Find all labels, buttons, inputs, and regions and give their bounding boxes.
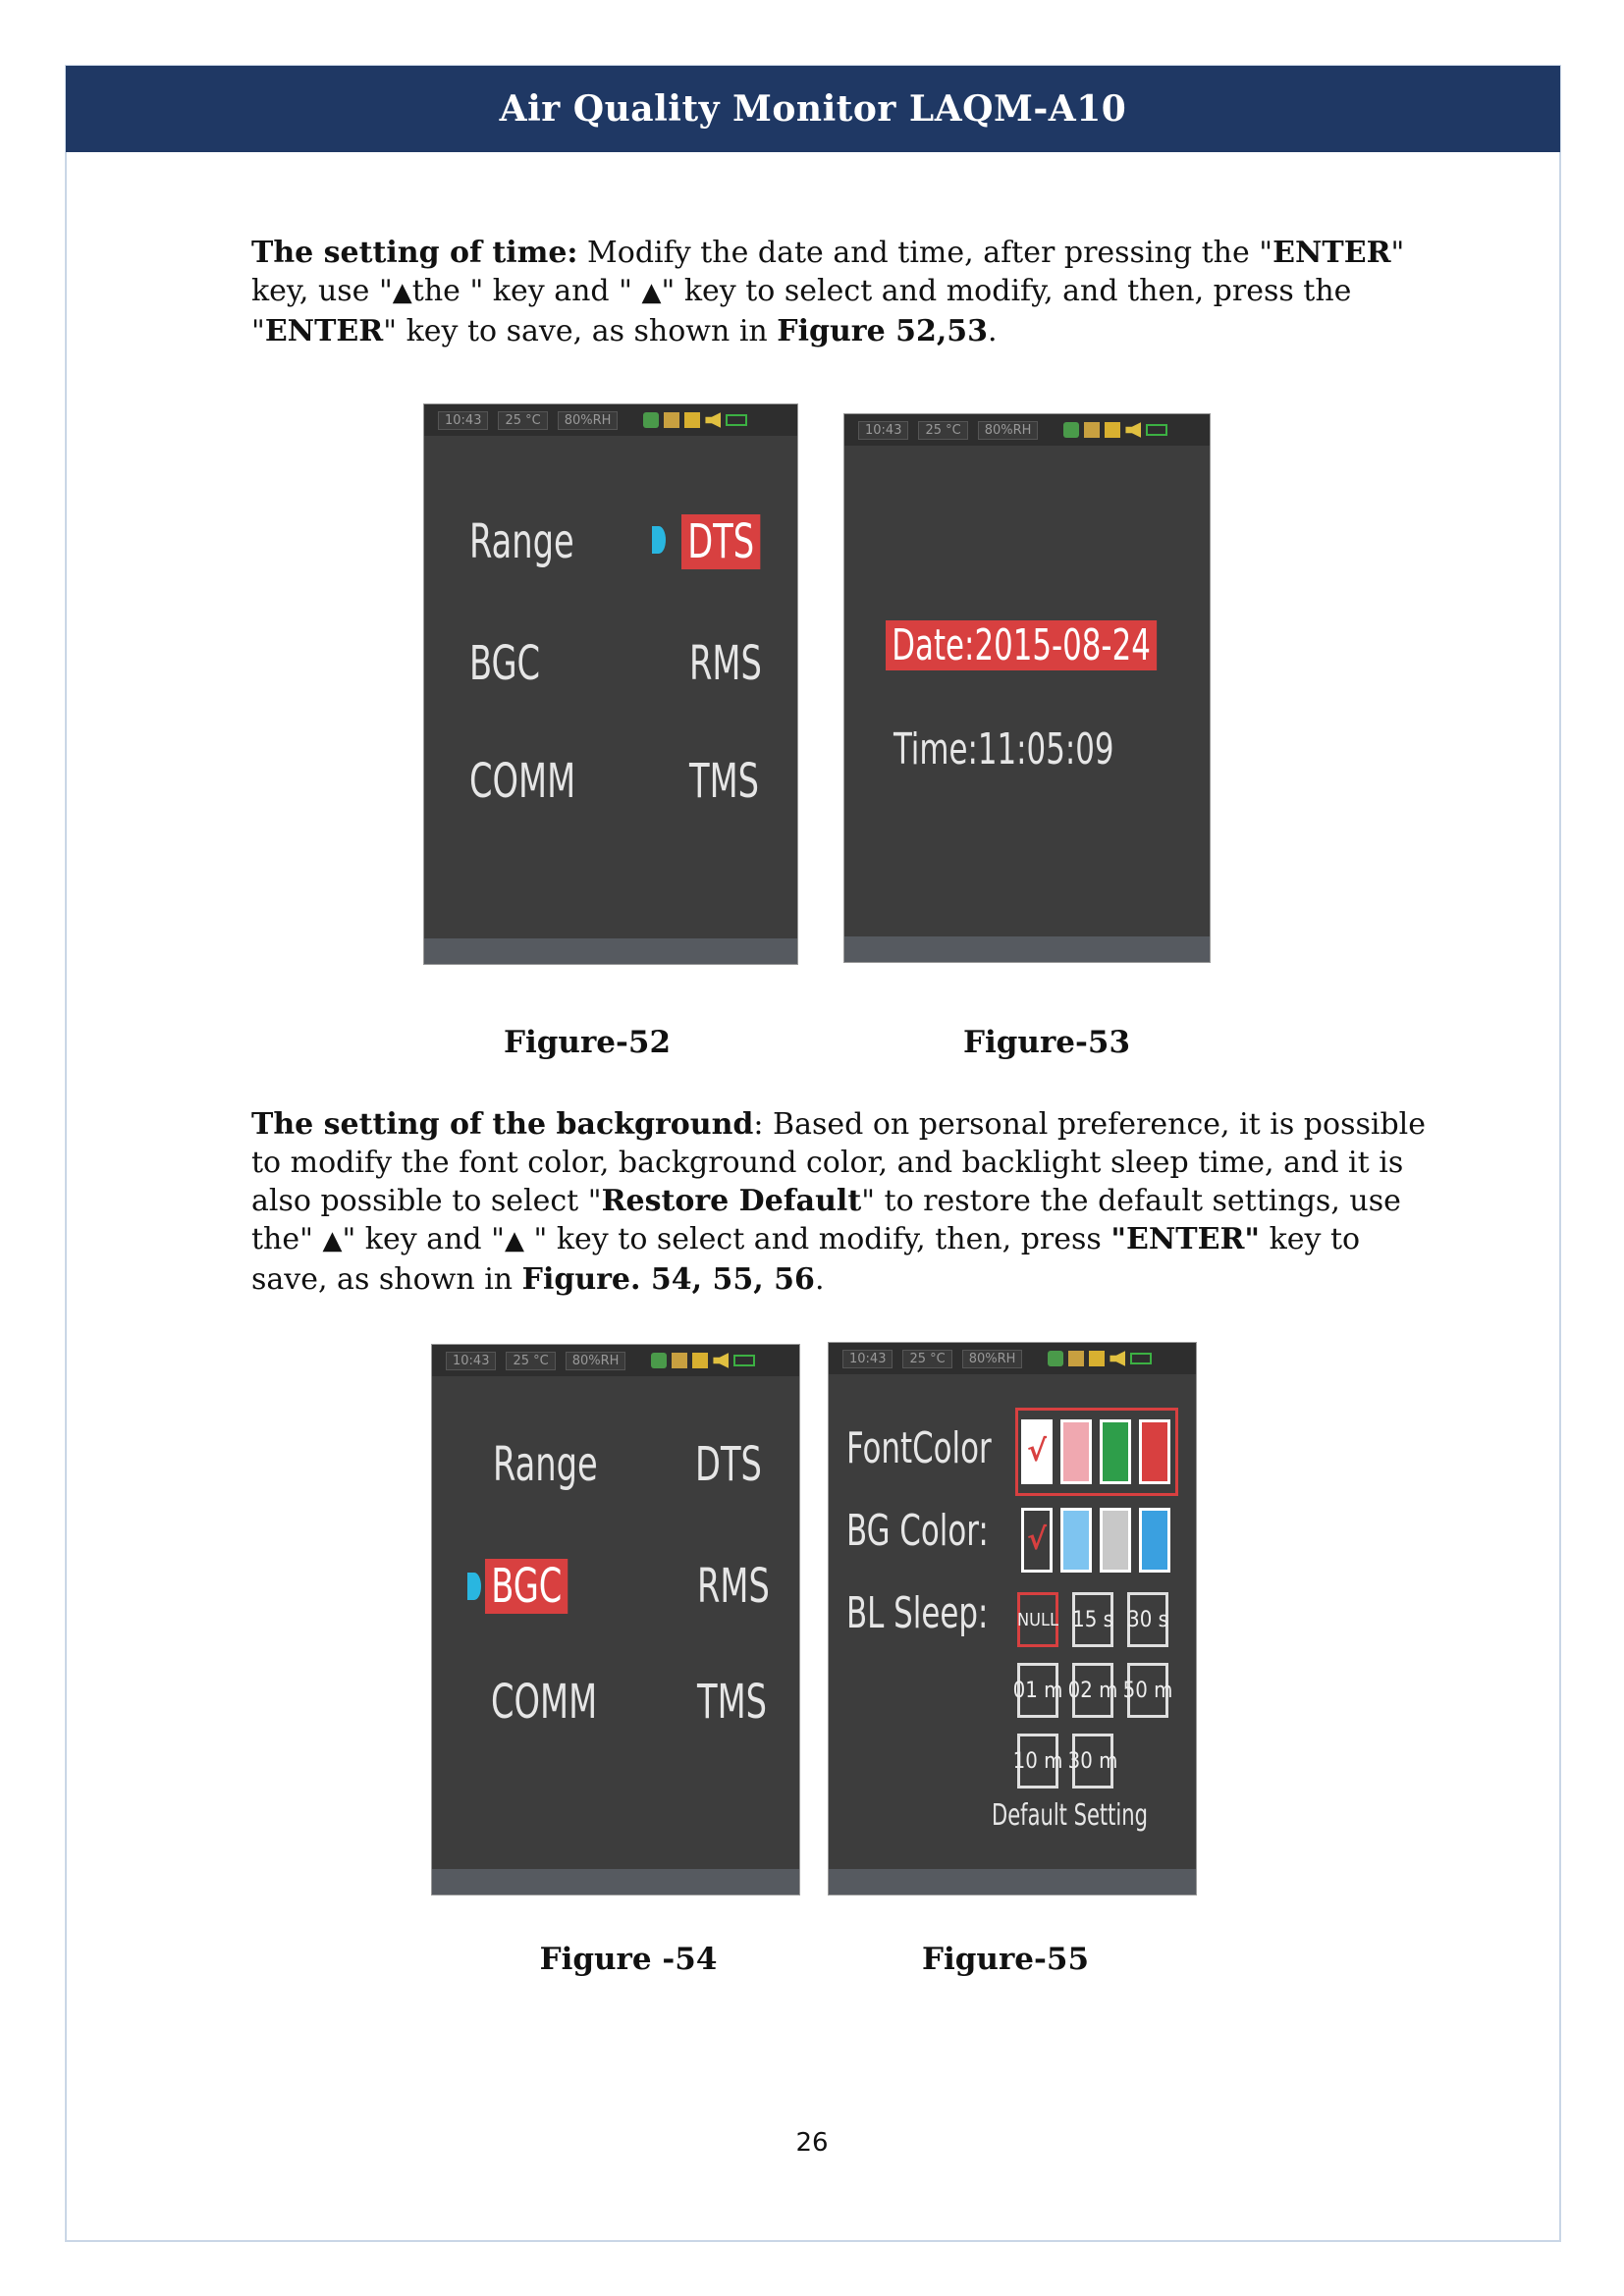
bl-sleep-label: BL Sleep: (846, 1588, 989, 1638)
selection-cursor-icon (467, 1573, 481, 1600)
up-arrow-icon: ▲ (322, 1226, 343, 1255)
key-name: ENTER (1272, 236, 1391, 270)
font-color-swatch-red[interactable] (1139, 1419, 1170, 1484)
status-bar (844, 414, 1210, 446)
figure-55-screen (829, 1343, 1196, 1895)
status-humidity: 80%RH (978, 421, 1039, 440)
leaf-icon (643, 412, 659, 428)
text-run: " to restore the default settings, use the" (251, 1184, 1401, 1256)
text-run: the " key and " (411, 274, 642, 308)
restore-default-label: Restore Default (601, 1184, 862, 1218)
battery-icon (1130, 1353, 1152, 1364)
menu-comm: COMM (469, 754, 576, 809)
header-bar (66, 66, 1560, 152)
status-bar (424, 404, 797, 436)
figure-54-caption: Figure -54 (539, 1942, 718, 1977)
status-temp: 25 °C (498, 411, 547, 430)
font-color-swatch-pink[interactable] (1060, 1419, 1092, 1484)
status-time: 10:43 (842, 1350, 893, 1368)
sleep-option-null[interactable]: NULL (1017, 1592, 1058, 1647)
menu-rms: RMS (697, 1559, 770, 1614)
grid-icon (672, 1353, 687, 1368)
grid-icon (1068, 1351, 1084, 1366)
speaker-icon (1125, 422, 1141, 438)
menu-dts: DTS (695, 1437, 762, 1492)
text-run: " key to select and modify, and then, press the " (251, 274, 1352, 348)
menu-range: Range (469, 514, 574, 569)
leaf-icon (1048, 1351, 1063, 1366)
menu-comm: COMM (491, 1675, 598, 1730)
up-arrow-icon: ▲ (504, 1226, 524, 1255)
menu-bgc: BGC (485, 1559, 568, 1614)
bg-color-swatch-lightblue[interactable] (1060, 1508, 1092, 1573)
key-name: ENTER (264, 314, 384, 348)
leaf-icon (1063, 422, 1079, 438)
font-color-swatch-green[interactable] (1100, 1419, 1131, 1484)
menu-tms: TMS (697, 1675, 768, 1730)
selection-cursor-icon (652, 526, 666, 554)
sd-card-icon (1089, 1351, 1105, 1366)
menu-range: Range (493, 1437, 598, 1492)
figure-54-screen (432, 1345, 799, 1895)
background-setting-paragraph (251, 1105, 1439, 1299)
figure-52-screen (424, 404, 797, 964)
sleep-option-30m[interactable]: 30 m (1072, 1734, 1113, 1789)
battery-icon (733, 1355, 755, 1366)
battery-icon (726, 414, 747, 426)
bg-color-swatch-dark[interactable]: √ (1021, 1508, 1053, 1573)
bg-color-label: BG Color: (846, 1506, 989, 1556)
sleep-option-15s[interactable]: 15 s (1072, 1592, 1113, 1647)
paragraph-lead: The setting of the background (251, 1107, 754, 1142)
status-time: 10:43 (438, 411, 488, 430)
time-field: Time:11:05:09 (893, 724, 1114, 774)
status-temp: 25 °C (918, 421, 967, 440)
sleep-option-50m[interactable]: 50 m (1127, 1663, 1168, 1718)
figure-reference: Figure. 54, 55, 56 (521, 1262, 815, 1297)
text-run: . (814, 1262, 825, 1297)
status-time: 10:43 (858, 421, 908, 440)
font-color-label: FontColor (846, 1423, 992, 1473)
leaf-icon (651, 1353, 667, 1368)
bg-color-swatch-blue[interactable] (1139, 1508, 1170, 1573)
sleep-option-30s[interactable]: 30 s (1127, 1592, 1168, 1647)
status-bar (432, 1345, 799, 1376)
sleep-option-02m[interactable]: 02 m (1072, 1663, 1113, 1718)
figure-55-caption: Figure-55 (921, 1942, 1090, 1977)
figure-53-caption: Figure-53 (962, 1025, 1131, 1060)
page-number: 26 (795, 2128, 829, 2158)
font-color-swatch-white[interactable]: √ (1021, 1419, 1053, 1484)
header-title: Air Quality Monitor LAQM-A10 (499, 88, 1127, 130)
sd-card-icon (684, 412, 700, 428)
battery-icon (1146, 424, 1167, 436)
status-time: 10:43 (446, 1352, 496, 1370)
menu-dts: DTS (681, 514, 760, 569)
up-arrow-icon: ▲ (641, 278, 662, 307)
figure-reference: Figure 52,53 (777, 314, 989, 348)
text-run: " key and " (342, 1222, 505, 1256)
sd-card-icon (692, 1353, 708, 1368)
text-run: " key to save, as shown in (383, 314, 778, 348)
status-humidity: 80%RH (962, 1350, 1023, 1368)
menu-tms: TMS (689, 754, 760, 809)
status-temp: 25 °C (902, 1350, 951, 1368)
grid-icon (664, 412, 679, 428)
status-humidity: 80%RH (566, 1352, 626, 1370)
figure-53-screen (844, 414, 1210, 962)
paragraph-lead: The setting of time: (251, 236, 578, 270)
status-bar (829, 1343, 1196, 1374)
speaker-icon (1110, 1351, 1125, 1366)
text-run: . (988, 314, 998, 348)
text-run: " key to select and modify, then, press (523, 1222, 1111, 1256)
sleep-option-01m[interactable]: 01 m (1017, 1663, 1058, 1718)
sleep-option-10m[interactable]: 10 m (1017, 1734, 1058, 1789)
date-field: Date:2015-08-24 (886, 620, 1157, 670)
grid-icon (1084, 422, 1100, 438)
key-name: "ENTER" (1110, 1222, 1261, 1256)
status-temp: 25 °C (506, 1352, 555, 1370)
text-run: : Based on personal preference, it is possible to modify the font color, background color, and backlight sleep time, and it is also possible to select " (251, 1107, 1427, 1218)
speaker-icon (705, 412, 721, 428)
time-setting-paragraph (251, 234, 1439, 350)
bg-color-swatch-gray[interactable] (1100, 1508, 1131, 1573)
default-setting-button[interactable]: Default Setting (992, 1798, 1148, 1833)
menu-bgc: BGC (469, 636, 541, 691)
sd-card-icon (1105, 422, 1120, 438)
text-run: Modify the date and time, after pressing the " (577, 236, 1273, 270)
speaker-icon (713, 1353, 729, 1368)
text-run: " key, use " (251, 236, 1405, 308)
menu-rms: RMS (689, 636, 762, 691)
text-run: key to save, as shown in (251, 1222, 1361, 1297)
status-humidity: 80%RH (558, 411, 619, 430)
figure-52-caption: Figure-52 (503, 1025, 672, 1060)
up-arrow-icon: ▲ (392, 278, 412, 307)
